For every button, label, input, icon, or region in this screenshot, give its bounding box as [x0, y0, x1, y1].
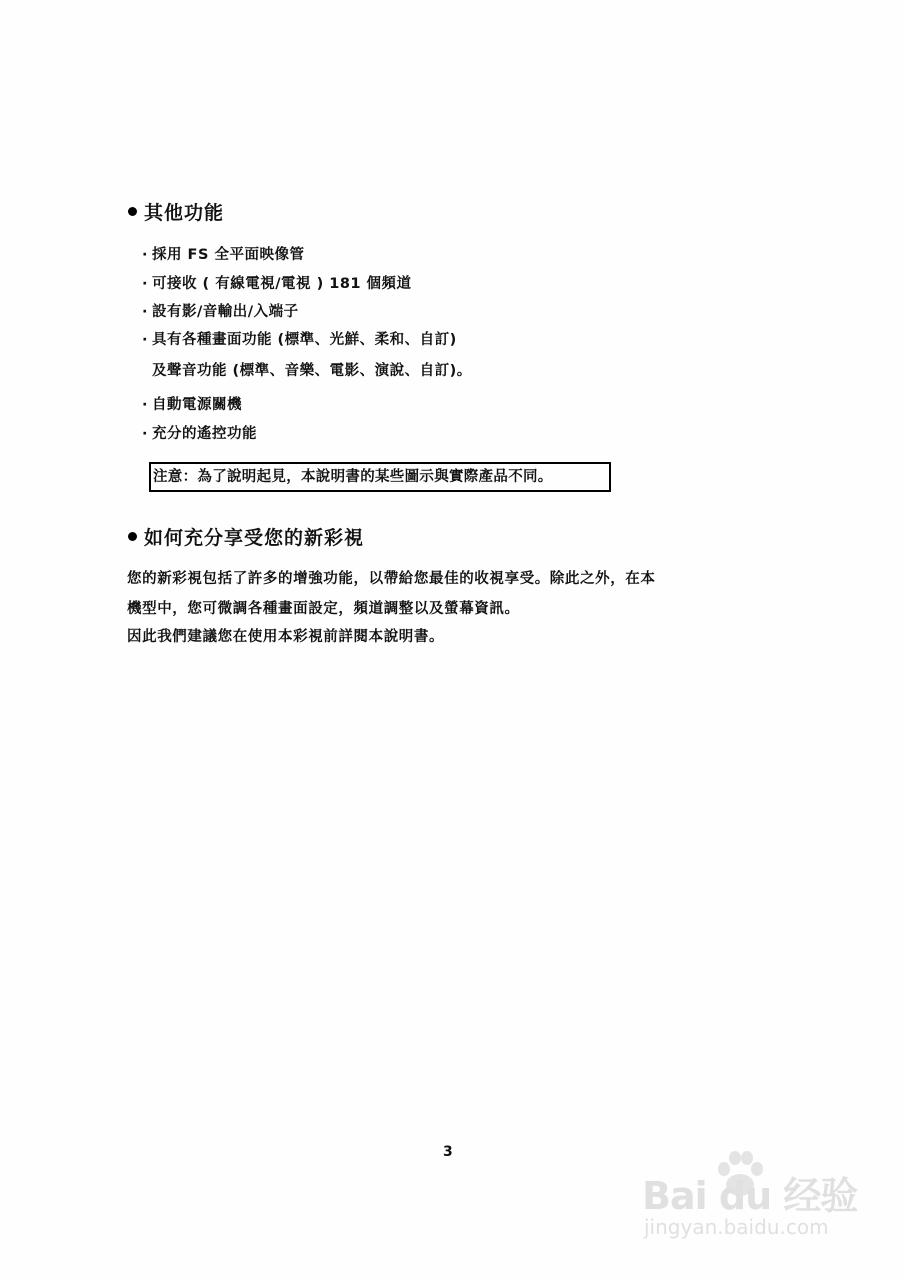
- paragraph-line: 因此我們建議您在使用本彩視前詳閱本說明書。: [127, 629, 445, 645]
- watermark-brand: Bai du 经验: [642, 1174, 858, 1218]
- page-number: 3: [443, 1144, 453, 1160]
- section-title-other-features: [128, 198, 224, 225]
- feature-item: · 可接收 ( 有線電視/電視 ) 181 個頻道: [138, 272, 412, 293]
- bullet-dot-icon: [128, 532, 137, 541]
- middot-icon: ·: [141, 397, 148, 413]
- note-box: 注意：為了說明起見，本說明書的某些圖示與實際產品不同。: [149, 462, 611, 492]
- middot-icon: ·: [141, 426, 148, 442]
- baidu-watermark: [640, 1145, 860, 1245]
- feature-item: · 充分的遙控功能: [138, 422, 257, 443]
- bullet-dot-icon: [128, 207, 137, 216]
- section-title-text: 如何充分享受您的新彩視: [144, 527, 365, 549]
- section-title-enjoy: [128, 523, 364, 550]
- paragraph-line: 機型中，您可微調各種畫面設定，頻道調整以及螢幕資訊。: [127, 601, 520, 617]
- middot-icon: ·: [141, 332, 148, 348]
- middot-icon: ·: [141, 247, 148, 263]
- section-title-text: 其他功能: [144, 202, 225, 224]
- feature-item: · 自動電源關機: [138, 393, 242, 414]
- paragraph-line: 您的新彩視包括了許多的增強功能，以帶給您最佳的收視享受。除此之外，在本: [127, 571, 656, 587]
- middot-icon: ·: [141, 304, 148, 320]
- watermark-url: jingyan.baidu.com: [644, 1215, 829, 1239]
- feature-item: · 具有各種畫面功能 (標準、光鮮、柔和、自訂): [138, 328, 457, 349]
- feature-item-continuation: 及聲音功能 (標準、音樂、電影、演說、自訂)。: [152, 363, 472, 379]
- feature-item: · 採用 FS 全平面映像管: [138, 243, 304, 264]
- middot-icon: ·: [141, 276, 148, 292]
- feature-item: · 設有影/音輸出/入端子: [138, 300, 299, 321]
